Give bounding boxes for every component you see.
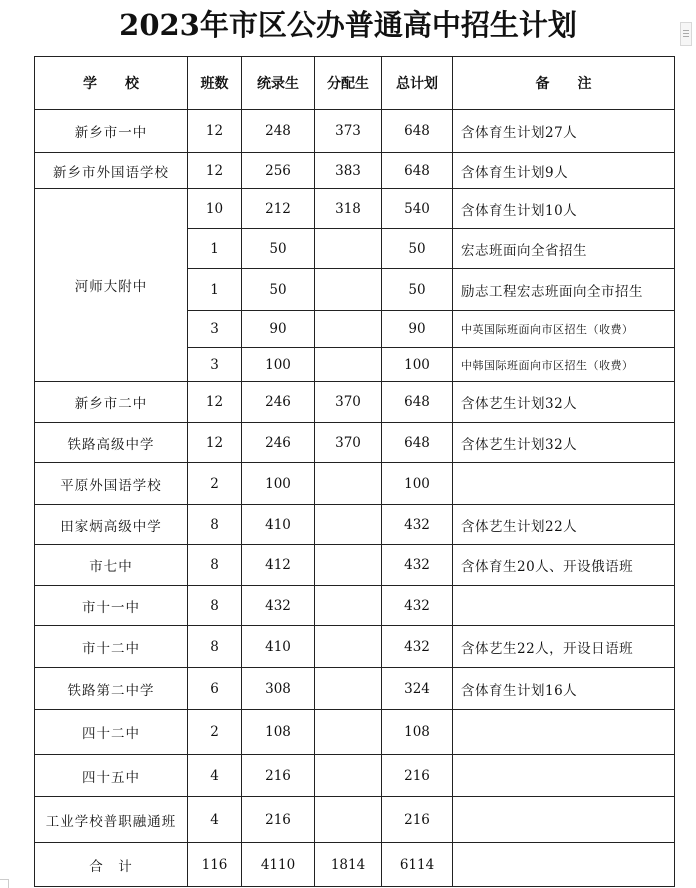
page-corner-mark <box>0 879 9 888</box>
allocated-cell <box>315 463 382 505</box>
note-cell: 含体育生计划10人 <box>453 189 675 229</box>
table-row <box>35 153 675 189</box>
allocated-cell: 383 <box>315 153 382 189</box>
classes-cell: 8 <box>188 505 242 545</box>
unified-cell: 410 <box>242 505 315 545</box>
total-cell: 648 <box>382 423 453 463</box>
school-cell: 新乡市一中 <box>35 110 188 153</box>
classes-cell: 12 <box>188 423 242 463</box>
total-cell: 216 <box>382 797 453 843</box>
totals-classes: 116 <box>188 843 242 887</box>
note-cell <box>453 463 675 505</box>
unified-cell: 212 <box>242 189 315 229</box>
unified-cell: 256 <box>242 153 315 189</box>
school-cell: 铁路高级中学 <box>35 423 188 463</box>
classes-cell: 4 <box>188 755 242 797</box>
table-row <box>35 626 675 668</box>
unified-cell: 216 <box>242 755 315 797</box>
school-cell: 河师大附中 <box>35 189 188 382</box>
totals-label: 合 计 <box>35 843 188 887</box>
note-cell: 中韩国际班面向市区招生（收费） <box>453 348 675 382</box>
totals-note <box>453 843 675 887</box>
total-cell: 432 <box>382 505 453 545</box>
table-row <box>35 423 675 463</box>
table-header-row <box>35 57 675 110</box>
allocated-cell <box>315 269 382 311</box>
school-cell: 市七中 <box>35 545 188 586</box>
header-school: 学 校 <box>35 57 188 110</box>
classes-cell: 12 <box>188 153 242 189</box>
total-cell: 100 <box>382 348 453 382</box>
table-row <box>35 755 675 797</box>
allocated-cell: 370 <box>315 423 382 463</box>
unified-cell: 100 <box>242 348 315 382</box>
total-cell: 648 <box>382 153 453 189</box>
classes-cell: 1 <box>188 229 242 269</box>
note-cell: 含体艺生计划32人 <box>453 382 675 423</box>
unified-cell: 216 <box>242 797 315 843</box>
unified-cell: 246 <box>242 382 315 423</box>
allocated-cell <box>315 755 382 797</box>
note-cell: 含体育生计划27人 <box>453 110 675 153</box>
note-cell <box>453 586 675 626</box>
total-cell: 90 <box>382 311 453 348</box>
header-total: 总计划 <box>382 57 453 110</box>
table-row <box>35 382 675 423</box>
allocated-cell <box>315 710 382 755</box>
classes-cell: 8 <box>188 545 242 586</box>
header-unified: 统录生 <box>242 57 315 110</box>
classes-cell: 4 <box>188 797 242 843</box>
total-cell: 216 <box>382 755 453 797</box>
note-cell: 含体艺生计划32人 <box>453 423 675 463</box>
unified-cell: 50 <box>242 269 315 311</box>
scroll-handle-icon[interactable] <box>680 22 692 46</box>
school-cell: 田家炳高级中学 <box>35 505 188 545</box>
unified-cell: 108 <box>242 710 315 755</box>
classes-cell: 2 <box>188 463 242 505</box>
school-cell: 四十二中 <box>35 710 188 755</box>
table-row <box>35 545 675 586</box>
unified-cell: 100 <box>242 463 315 505</box>
classes-cell: 8 <box>188 626 242 668</box>
allocated-cell <box>315 586 382 626</box>
note-cell <box>453 755 675 797</box>
classes-cell: 3 <box>188 348 242 382</box>
totals-allocated: 1814 <box>315 843 382 887</box>
allocated-cell <box>315 505 382 545</box>
allocated-cell <box>315 348 382 382</box>
allocated-cell <box>315 545 382 586</box>
school-cell: 市十二中 <box>35 626 188 668</box>
allocated-cell <box>315 626 382 668</box>
allocated-cell: 370 <box>315 382 382 423</box>
note-cell <box>453 797 675 843</box>
classes-cell: 12 <box>188 382 242 423</box>
totals-unified: 4110 <box>242 843 315 887</box>
school-cell: 平原外国语学校 <box>35 463 188 505</box>
table-row <box>35 505 675 545</box>
school-cell: 四十五中 <box>35 755 188 797</box>
table-row <box>35 668 675 710</box>
classes-cell: 8 <box>188 586 242 626</box>
allocated-cell <box>315 311 382 348</box>
table-row <box>35 797 675 843</box>
totals-row <box>35 843 675 887</box>
school-cell: 新乡市二中 <box>35 382 188 423</box>
unified-cell: 50 <box>242 229 315 269</box>
unified-cell: 410 <box>242 626 315 668</box>
unified-cell: 308 <box>242 668 315 710</box>
unified-cell: 248 <box>242 110 315 153</box>
table-row <box>35 710 675 755</box>
classes-cell: 3 <box>188 311 242 348</box>
note-cell: 含体育生计划16人 <box>453 668 675 710</box>
total-cell: 432 <box>382 545 453 586</box>
total-cell: 50 <box>382 269 453 311</box>
page-title: 2023年市区公办普通高中招生计划 <box>119 8 577 42</box>
total-cell: 648 <box>382 110 453 153</box>
unified-cell: 90 <box>242 311 315 348</box>
note-cell: 励志工程宏志班面向全市招生 <box>453 269 675 311</box>
total-cell: 432 <box>382 586 453 626</box>
allocated-cell: 318 <box>315 189 382 229</box>
school-cell: 市十一中 <box>35 586 188 626</box>
unified-cell: 412 <box>242 545 315 586</box>
allocated-cell <box>315 668 382 710</box>
table-row <box>35 189 675 229</box>
classes-cell: 10 <box>188 189 242 229</box>
total-cell: 648 <box>382 382 453 423</box>
table-row <box>35 110 675 153</box>
table-row <box>35 586 675 626</box>
total-cell: 50 <box>382 229 453 269</box>
header-classes: 班数 <box>188 57 242 110</box>
classes-cell: 2 <box>188 710 242 755</box>
classes-cell: 6 <box>188 668 242 710</box>
allocated-cell: 373 <box>315 110 382 153</box>
unified-cell: 246 <box>242 423 315 463</box>
total-cell: 100 <box>382 463 453 505</box>
school-cell: 新乡市外国语学校 <box>35 153 188 189</box>
note-cell: 宏志班面向全省招生 <box>453 229 675 269</box>
header-notes: 备 注 <box>453 57 675 110</box>
table-row <box>35 463 675 505</box>
total-cell: 324 <box>382 668 453 710</box>
note-cell: 含体艺生计划22人 <box>453 505 675 545</box>
allocated-cell <box>315 797 382 843</box>
school-cell: 工业学校普职融通班 <box>35 797 188 843</box>
header-allocated: 分配生 <box>315 57 382 110</box>
note-cell: 含体育生20人、开设俄语班 <box>453 545 675 586</box>
allocated-cell <box>315 229 382 269</box>
total-cell: 108 <box>382 710 453 755</box>
note-cell: 含体育生计划9人 <box>453 153 675 189</box>
enrollment-plan-table <box>34 56 675 887</box>
note-cell <box>453 710 675 755</box>
classes-cell: 1 <box>188 269 242 311</box>
unified-cell: 432 <box>242 586 315 626</box>
classes-cell: 12 <box>188 110 242 153</box>
totals-total: 6114 <box>382 843 453 887</box>
total-cell: 540 <box>382 189 453 229</box>
total-cell: 432 <box>382 626 453 668</box>
note-cell: 含体艺生22人，开设日语班 <box>453 626 675 668</box>
note-cell: 中英国际班面向市区招生（收费） <box>453 311 675 348</box>
school-cell: 铁路第二中学 <box>35 668 188 710</box>
